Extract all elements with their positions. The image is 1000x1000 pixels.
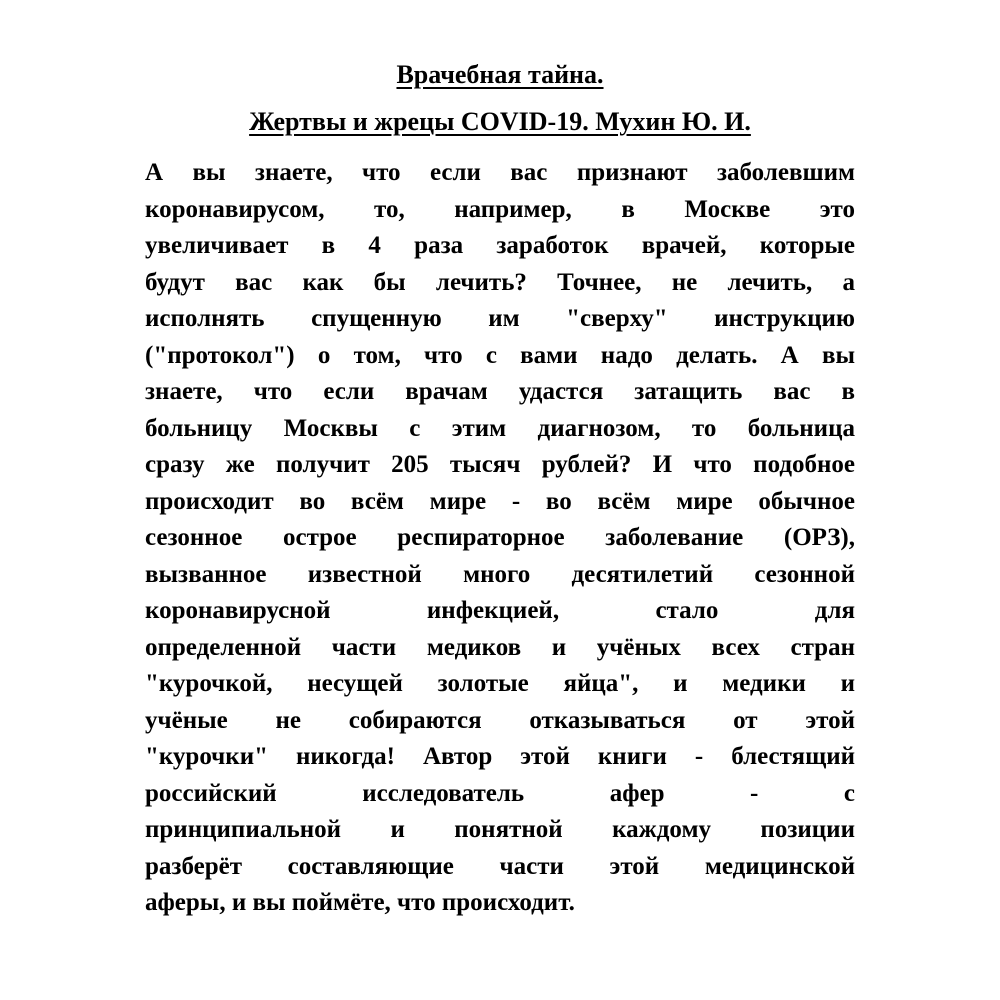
description-line: сезонное острое респираторное заболевание (ОРЗ), [145, 524, 855, 551]
description-line: больницу Москвы с этим диагнозом, то больница [145, 414, 855, 442]
description-line: исполнять спущенную им "сверху" инструкцию [145, 305, 855, 332]
description-line: ("протокол") о том, что с вами надо делать. А вы [145, 341, 855, 369]
description-line: сразу же получит 205 тысяч рублей? И что подобное [145, 451, 855, 478]
description-line: "курочки" никогда! Автор этой книги - блестящий [145, 743, 855, 770]
description-line: "курочкой, несущей золотые яйца", и медики и [145, 670, 855, 697]
description-paragraph [145, 155, 855, 922]
document-title: Врачебная тайна. [396, 60, 604, 89]
description-line: российский исследователь афер - с [145, 779, 855, 807]
description-line: аферы, и вы поймёте, что происходит. [145, 889, 575, 916]
description-line: коронавирусной инфекцией, стало для [145, 597, 855, 624]
description-line: разберёт составляющие части этой медицинской [145, 852, 855, 880]
description-line: коронавирусом, то, например, в Москве это [145, 195, 855, 223]
description-line: происходит во всём мире - во всём мире обычное [145, 487, 855, 515]
description-line: определенной части медиков и учёных всех стран [145, 633, 855, 661]
description-line: увеличивает в 4 раза заработок врачей, которые [145, 232, 855, 259]
description-line: А вы знаете, что если вас признают заболевшим [145, 159, 855, 186]
description-line: знаете, что если врачам удастся затащить вас в [145, 378, 855, 405]
description-line: будут вас как бы лечить? Точнее, не лечить, а [145, 268, 855, 296]
description-line: вызванное известной много десятилетий сезонной [145, 560, 855, 588]
description-line: учёные не собираются отказываться от этой [145, 706, 855, 734]
description-line: принципиальной и понятной каждому позиции [145, 816, 855, 843]
document-subtitle: Жертвы и жрецы COVID-19. Мухин Ю. И. [249, 107, 751, 136]
